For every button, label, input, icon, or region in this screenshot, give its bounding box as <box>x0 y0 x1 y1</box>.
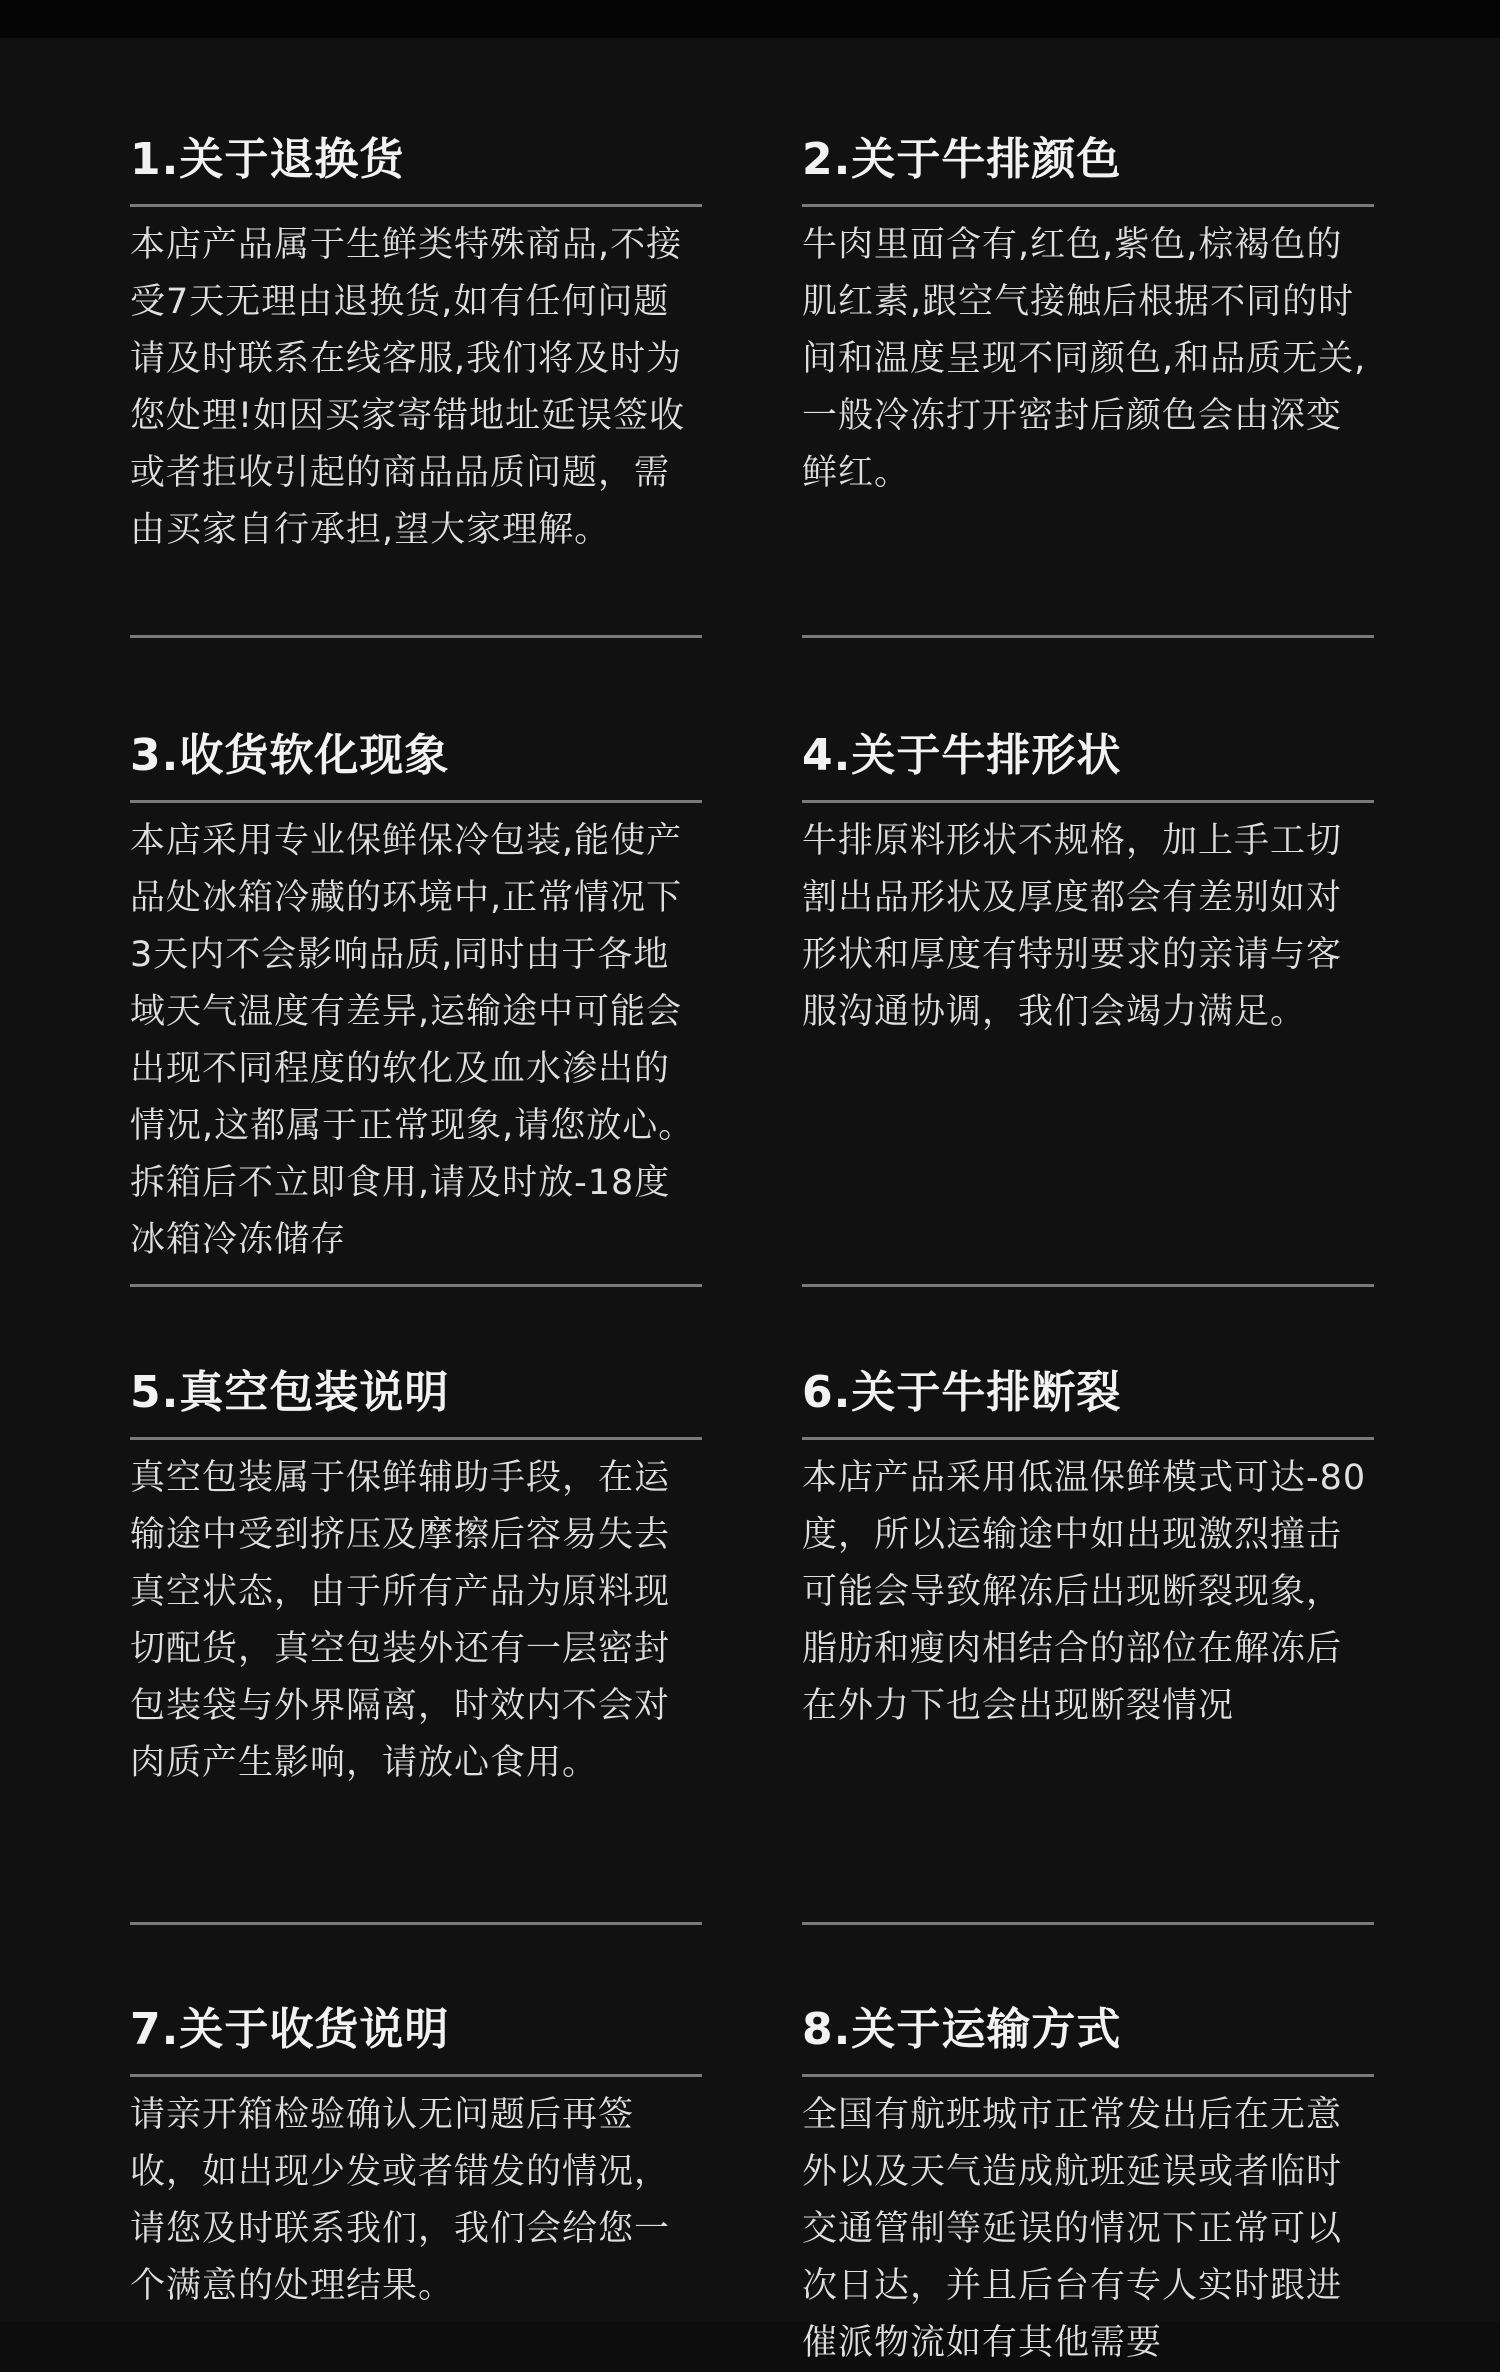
title-divider <box>802 204 1374 207</box>
section-body: 真空包装属于保鲜辅助手段，在运输途中受到挤压及摩擦后容易失去真空状态，由于所有产品为原料现切配货，真空包装外还有一层密封包装袋与外界隔离，时效内不会对肉质产生影响，请放心食用。 <box>130 1458 671 1783</box>
section-title: 4.关于牛排形状 <box>802 730 1122 781</box>
section-title: 7.关于收货说明 <box>130 2004 450 2055</box>
section-body: 请亲开箱检验确认无问题后再签收，如出现少发或者错发的情况，请您及时联系我们，我们会给您一个满意的处理结果。 <box>130 2095 671 2306</box>
section-steak-color <box>802 130 1374 502</box>
section-divider <box>802 1922 1374 1925</box>
title-divider <box>130 1437 702 1440</box>
section-title: 5.真空包装说明 <box>130 1367 450 1418</box>
title-divider <box>802 1437 1374 1440</box>
title-divider <box>130 2074 702 2077</box>
title-divider <box>802 2074 1374 2077</box>
section-body: 牛肉里面含有,红色,紫色,棕褐色的肌红素,跟空气接触后根据不同的时间和温度呈现不同颜色,和品质无关,一般冷冻打开密封后颜色会由深变鲜红。 <box>802 225 1367 493</box>
section-returns <box>130 130 702 559</box>
section-title: 2.关于牛排颜色 <box>802 134 1122 185</box>
title-divider <box>130 800 702 803</box>
title-divider <box>802 800 1374 803</box>
section-title: 1.关于退换货 <box>130 134 405 185</box>
section-divider <box>130 1284 702 1287</box>
section-body: 牛排原料形状不规格，加上手工切割出品形状及厚度都会有差别如对形状和厚度有特别要求的亲请与客服沟通协调，我们会竭力满足。 <box>802 821 1343 1032</box>
section-body: 本店产品采用低温保鲜模式可达-80度，所以运输途中如出现激烈撞击可能会导致解冻后出现断裂现象，脂肪和瘦肉相结合的部位在解冻后在外力下也会出现断裂情况 <box>802 1458 1367 1726</box>
section-divider <box>802 1284 1374 1287</box>
section-title: 8.关于运输方式 <box>802 2004 1122 2055</box>
section-receiving <box>130 2000 702 2315</box>
section-divider <box>130 1922 702 1925</box>
section-body: 全国有航班城市正常发出后在无意外以及天气造成航班延误或者临时交通管制等延误的情况下正常可以次日达，并且后台有专人实时跟进催派物流如有其他需要 <box>802 2095 1343 2363</box>
section-softening <box>130 726 702 1269</box>
title-divider <box>130 204 702 207</box>
section-title: 3.收货软化现象 <box>130 730 450 781</box>
section-steak-shape <box>802 726 1374 1041</box>
section-shipping <box>802 2000 1374 2372</box>
info-page <box>0 38 1500 2363</box>
section-body: 本店产品属于生鲜类特殊商品,不接受7天无理由退换货,如有任何问题请及时联系在线客服,我们将及时为您处理!如因买家寄错地址延误签收或者拒收引起的商品品质问题，需由买家自行承担,望大家理解。 <box>130 225 686 550</box>
section-vacuum-packaging <box>130 1363 702 1792</box>
section-body: 本店采用专业保鲜保冷包装,能使产品处冰箱冷藏的环境中,正常情况下3天内不会影响品质,同时由于各地域天气温度有差异,运输途中可能会出现不同程度的软化及血水渗出的情况,这都属于正常现象,请您放心。拆箱后不立即食用,请及时放-18度冰箱冷冻储存 <box>130 821 695 1260</box>
section-title: 6.关于牛排断裂 <box>802 1367 1122 1418</box>
section-divider <box>802 635 1374 638</box>
section-steak-breakage <box>802 1363 1374 1735</box>
top-bar <box>0 0 1500 38</box>
section-divider <box>130 635 702 638</box>
